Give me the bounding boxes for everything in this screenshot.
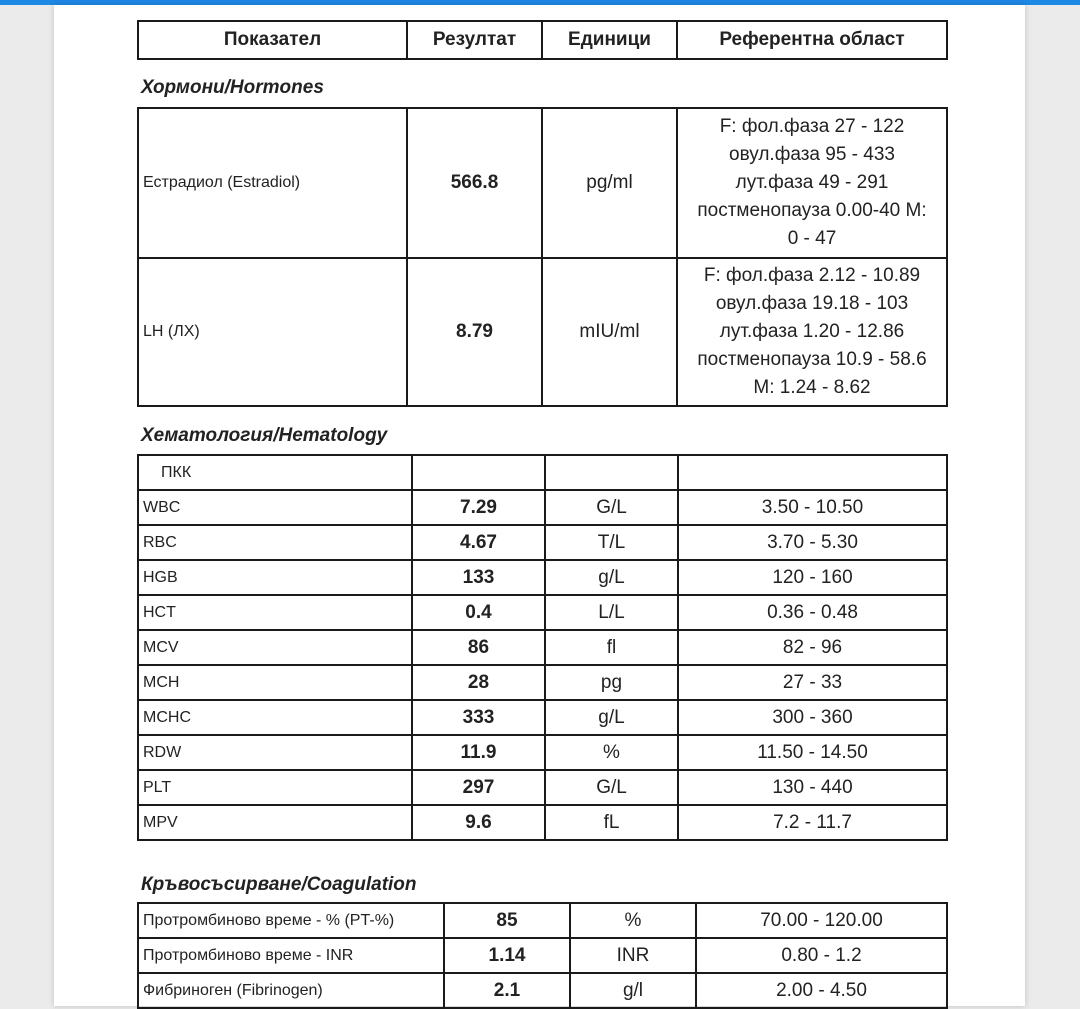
reference-range: 27 - 33 xyxy=(678,665,947,700)
test-name: Протромбиново време - % (PT-%) xyxy=(138,903,444,938)
test-result: 133 xyxy=(412,560,545,595)
header-reference: Референтна област xyxy=(677,21,947,59)
test-result: 0.4 xyxy=(412,595,545,630)
test-unit: % xyxy=(570,903,696,938)
hormones-table xyxy=(137,107,948,407)
test-unit: pg/ml xyxy=(542,108,677,258)
test-unit: g/l xyxy=(570,973,696,1008)
reference-range xyxy=(677,108,947,258)
reference-range: 3.50 - 10.50 xyxy=(678,490,947,525)
reference-line: 0 - 47 xyxy=(787,228,837,249)
reference-range: 7.2 - 11.7 xyxy=(678,805,947,840)
table-row xyxy=(138,665,947,700)
reference-range: 2.00 - 4.50 xyxy=(696,973,947,1008)
test-unit: INR xyxy=(570,938,696,973)
test-result: 4.67 xyxy=(412,525,545,560)
empty-cell xyxy=(412,455,545,490)
test-unit: G/L xyxy=(545,770,678,805)
reference-range: 11.50 - 14.50 xyxy=(678,735,947,770)
test-result: 28 xyxy=(412,665,545,700)
test-unit: L/L xyxy=(545,595,678,630)
test-name: Естрадиол (Estradiol) xyxy=(138,108,407,258)
reference-line: овул.фаза 95 - 433 xyxy=(729,144,895,165)
table-row xyxy=(138,595,947,630)
test-unit: mIU/ml xyxy=(542,258,677,406)
reference-line: лут.фаза 49 - 291 xyxy=(735,172,889,193)
table-row xyxy=(138,973,947,1008)
table-row xyxy=(138,258,947,406)
reference-line: постменопауза 0.00-40 М: xyxy=(697,200,927,221)
coagulation-table xyxy=(137,902,948,1009)
section-title-hormones: Хормони/Hormones xyxy=(141,77,324,98)
test-result: 7.29 xyxy=(412,490,545,525)
empty-cell xyxy=(678,455,947,490)
test-name: Протромбиново време - INR xyxy=(138,938,444,973)
table-row xyxy=(138,630,947,665)
table-row xyxy=(138,770,947,805)
test-result: 8.79 xyxy=(407,258,542,406)
table-row xyxy=(138,525,947,560)
test-result: 566.8 xyxy=(407,108,542,258)
reference-range: 300 - 360 xyxy=(678,700,947,735)
reference-line: F: фол.фаза 27 - 122 xyxy=(719,116,905,137)
column-header-row xyxy=(138,21,947,59)
reference-line: постменопауза 10.9 - 58.6 xyxy=(697,349,927,370)
table-row xyxy=(138,700,947,735)
table-row xyxy=(138,455,947,490)
table-row xyxy=(138,735,947,770)
test-name: WBC xyxy=(138,490,412,525)
test-result: 2.1 xyxy=(444,973,570,1008)
test-name: PLT xyxy=(138,770,412,805)
reference-line: лут.фаза 1.20 - 12.86 xyxy=(719,321,905,342)
test-unit: pg xyxy=(545,665,678,700)
table-row xyxy=(138,560,947,595)
table-row xyxy=(138,903,947,938)
hematology-table xyxy=(137,454,948,841)
reference-line: овул.фаза 19.18 - 103 xyxy=(715,293,909,314)
test-name: MCH xyxy=(138,665,412,700)
test-name: MCHC xyxy=(138,700,412,735)
test-unit: fl xyxy=(545,630,678,665)
reference-range: 70.00 - 120.00 xyxy=(696,903,947,938)
reference-range: 130 - 440 xyxy=(678,770,947,805)
column-header-table xyxy=(137,20,948,60)
header-units: Единици xyxy=(542,21,677,59)
test-name: Фибриноген (Fibrinogen) xyxy=(138,973,444,1008)
header-indicator: Показател xyxy=(138,21,407,59)
group-label: ПКК xyxy=(138,455,412,490)
test-unit: g/L xyxy=(545,700,678,735)
table-row xyxy=(138,108,947,258)
table-row xyxy=(138,938,947,973)
empty-cell xyxy=(545,455,678,490)
test-result: 85 xyxy=(444,903,570,938)
section-title-hematology: Хематология/Hematology xyxy=(141,425,388,446)
test-result: 333 xyxy=(412,700,545,735)
table-row xyxy=(138,490,947,525)
reference-range: 82 - 96 xyxy=(678,630,947,665)
section-title-coagulation: Кръвосъсирване/Coagulation xyxy=(141,874,417,895)
header-result: Резултат xyxy=(407,21,542,59)
test-name: HCT xyxy=(138,595,412,630)
test-name: LH (ЛХ) xyxy=(138,258,407,406)
reference-line: F: фол.фаза 2.12 - 10.89 xyxy=(703,265,921,286)
test-unit: % xyxy=(545,735,678,770)
table-row xyxy=(138,805,947,840)
test-unit: T/L xyxy=(545,525,678,560)
test-name: RDW xyxy=(138,735,412,770)
test-result: 297 xyxy=(412,770,545,805)
reference-range: 0.36 - 0.48 xyxy=(678,595,947,630)
test-result: 1.14 xyxy=(444,938,570,973)
reference-range xyxy=(677,258,947,406)
test-unit: fL xyxy=(545,805,678,840)
test-unit: G/L xyxy=(545,490,678,525)
reference-line: M: 1.24 - 8.62 xyxy=(753,377,871,398)
test-name: MCV xyxy=(138,630,412,665)
test-name: HGB xyxy=(138,560,412,595)
reference-range: 120 - 160 xyxy=(678,560,947,595)
reference-range: 0.80 - 1.2 xyxy=(696,938,947,973)
test-name: RBC xyxy=(138,525,412,560)
test-unit: g/L xyxy=(545,560,678,595)
test-result: 86 xyxy=(412,630,545,665)
test-result: 11.9 xyxy=(412,735,545,770)
test-name: MPV xyxy=(138,805,412,840)
reference-range: 3.70 - 5.30 xyxy=(678,525,947,560)
test-result: 9.6 xyxy=(412,805,545,840)
